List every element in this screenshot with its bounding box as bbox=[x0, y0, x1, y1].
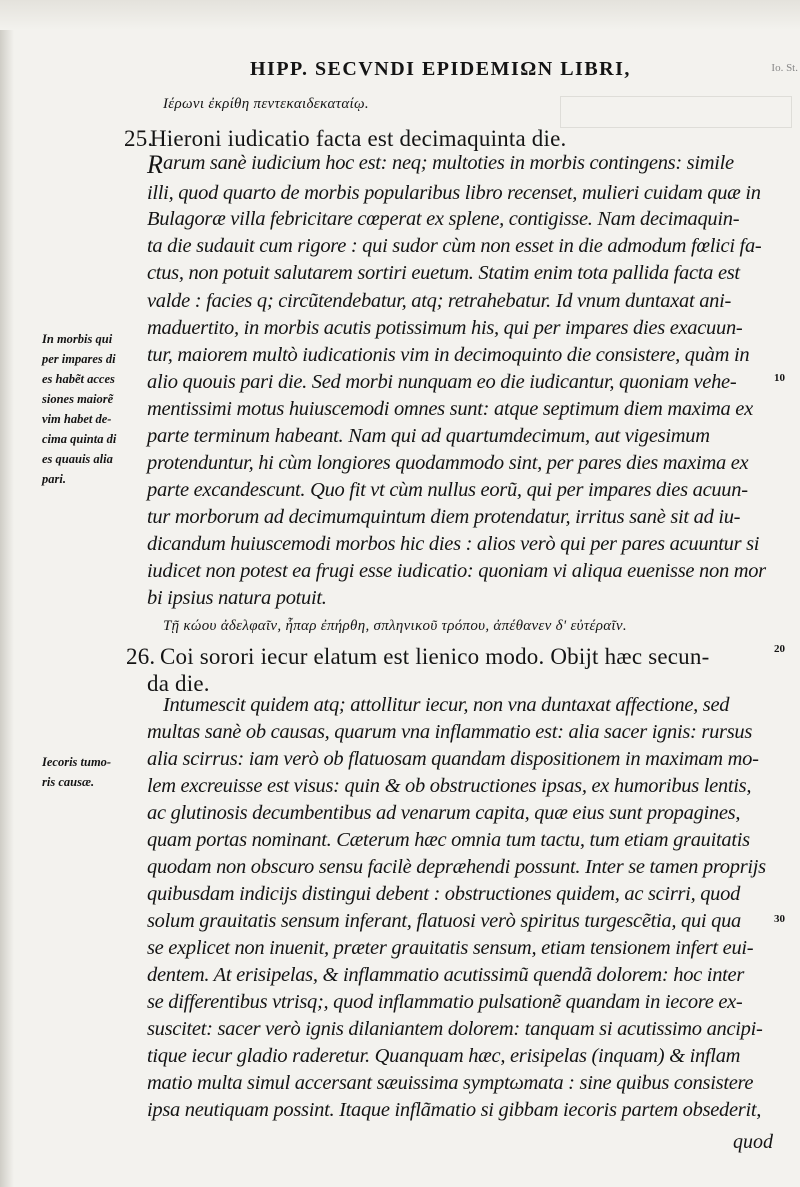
margin-note-line: per impares di bbox=[42, 352, 116, 366]
text-line: ctus, non potuit salutarem sortiri euetum. Statim enim tota pallida facta est bbox=[147, 262, 740, 284]
margin-note-line: pari. bbox=[42, 472, 66, 486]
text-line: maduertito, in morbis acutis potissimum his, qui per impares dies exacuun- bbox=[147, 317, 743, 339]
text-line: dicandum huiuscemodi morbos hic dies : alios verò qui per pares acuuntur si bbox=[147, 533, 760, 555]
text-line: suscitet: sacer verò ignis dilaniantem dolorem: tanquam si acutissimo ancipi- bbox=[147, 1018, 763, 1040]
text-line: se explicet non inuenit, præter grauitatis sensum, etiam tensionem infert eui- bbox=[147, 937, 754, 959]
text-line: matio multa simul accersant sæuissima symptωmata : sine quibus consistere bbox=[147, 1072, 754, 1094]
text-line: alio quouis pari die. Sed morbi nunquam eo die iudicantur, quoniam vehe- bbox=[147, 371, 737, 393]
margin-note-line: siones maiorẽ bbox=[42, 392, 114, 406]
margin-note-line: Iecoris tumo- bbox=[42, 755, 112, 769]
text-line: quibusdam indicijs distingui debent : obstructiones quidem, ac scirri, quod bbox=[147, 883, 741, 905]
text-line: parte excandescunt. Quo fit vt cùm nullus eorũ, qui per impares dies acuun- bbox=[147, 479, 748, 501]
margin-note-line: es quauis alia bbox=[42, 452, 113, 466]
section-heading: Coi sorori iecur elatum est lienico modo. Obijt hæc secun- bbox=[160, 644, 710, 669]
text-line: mentissimi motus huiuscemodi omnes sunt: atque septimum diem maxima ex bbox=[147, 398, 753, 420]
drop-cap: R bbox=[147, 150, 163, 179]
page-edge-shadow bbox=[0, 0, 14, 1187]
text-line: lem excreuisse est visus: quin & ob obstructiones ipsas, ex humoribus lentis, bbox=[147, 775, 752, 797]
line-number-10: 10 bbox=[774, 372, 785, 384]
margin-note-line: ris causæ. bbox=[42, 775, 95, 789]
text-line: tur morborum ad decimumquintum diem protendatur, irritus sanè sit ad iu- bbox=[147, 506, 741, 528]
text-line: bi ipsius natura potuit. bbox=[147, 587, 327, 609]
margin-note-line: vim habet de- bbox=[42, 412, 112, 426]
line-number-20: 20 bbox=[774, 643, 785, 655]
text-line: ac glutinosis decumbentibus ad venarum capita, quæ eius sunt propagines, bbox=[147, 802, 741, 824]
text-line: iudicet non potest ea frugi esse iudicatio: quoniam vi aliqua euenisse non mor bbox=[147, 560, 766, 582]
text-line: quodam non obscuro sensu facilè depræhendi possunt. Inter se tamen proprijs bbox=[147, 856, 766, 878]
page-top-shadow bbox=[0, 0, 800, 30]
text-line: dentem. At erisipelas, & inflammatio acutissimũ quendã dolorem: hoc inter bbox=[147, 964, 745, 986]
bleed-through-box bbox=[560, 96, 792, 128]
margin-note-morbis bbox=[42, 329, 116, 489]
greek-line: Ιέρωνι ἐκρίθη πεντεκαιδεκαταίῳ. bbox=[163, 96, 369, 112]
running-header: HIPP. SECVNDI EPIDEMIΩN LIBRI, bbox=[250, 58, 631, 80]
section-heading: Hieroni iudicatio facta est decimaquinta die. bbox=[150, 126, 567, 151]
text-line: ta die sudauit cum rigore : qui sudor cùm non esset in die admodum fœlici fa- bbox=[147, 235, 762, 257]
text-line: ipsa neutiquam possint. Itaque inflãmatio si gibbam iecoris partem obsederit, bbox=[147, 1099, 762, 1121]
text-line: alia scirrus: iam verò ob flatuosam quandam dispositionem in maximam mo- bbox=[147, 748, 759, 770]
text-line: quam portas nominant. Cæterum hæc omnia tum tactu, tum etiam grauitatis bbox=[147, 829, 750, 851]
text-line: tur, maiorem multò iudicationis vim in decimoquinto die consistere, quàm in bbox=[147, 344, 750, 366]
margin-note-line: In morbis qui bbox=[42, 332, 113, 346]
section-number: 26. bbox=[126, 644, 156, 669]
section-heading: da die. bbox=[147, 671, 210, 696]
text-line: illi, quod quarto de morbis popularibus libro recenset, mulieri cuidam quæ in bbox=[147, 182, 761, 204]
text-line: solum grauitatis sensum inferant, flatuosi verò spiritus turgescẽtia, qui qua bbox=[147, 910, 741, 932]
text-line: valde : facies q; circũtendebatur, atq; retrahebatur. Id vnum duntaxat ani- bbox=[147, 290, 732, 312]
catchword: quod bbox=[733, 1131, 773, 1153]
section-number: 25. bbox=[124, 126, 154, 151]
text-line: arum sanè iudicium hoc est: neq; multoties in morbis contingens: simile bbox=[163, 152, 734, 174]
text-line: se differentibus vtrisq;, quod inflammatio pulsationẽ quandam in iecore ex- bbox=[147, 991, 743, 1013]
text-line: protenduntur, hi cùm longiores quodammodo sint, per pares dies maxima ex bbox=[147, 452, 749, 474]
text-line: Bulagoræ villa febricitare cœperat ex splene, contigisse. Nam decimaquin- bbox=[147, 208, 740, 230]
text-line: tique iecur gladio raderetur. Quanquam hæc, erisipelas (inquam) & inflam bbox=[147, 1045, 741, 1067]
text-line: parte terminum habeant. Nam qui ad quartumdecimum, aut vigesimum bbox=[147, 425, 710, 447]
text-line: Intumescit quidem atq; attollitur iecur, non vna duntaxat affectione, sed bbox=[163, 694, 730, 716]
margin-note-line: cima quinta di bbox=[42, 432, 117, 446]
margin-note-iecoris bbox=[42, 752, 111, 792]
text-line: multas sanè ob causas, quarum vna inflammatio est: alia sacer ignis: rursus bbox=[147, 721, 753, 743]
line-number-30: 30 bbox=[774, 913, 785, 925]
margin-note-line: es habẽt acces bbox=[42, 372, 115, 386]
greek-line: Τῇ κώου ἀδελφαῖν, ἧπαρ ἐπήρθη, σπληνικοῦ τρόπου, ἀπέθανεν δ' εὐτέραῖν. bbox=[163, 618, 627, 634]
page-corner-mark: Io. St. bbox=[771, 62, 798, 74]
